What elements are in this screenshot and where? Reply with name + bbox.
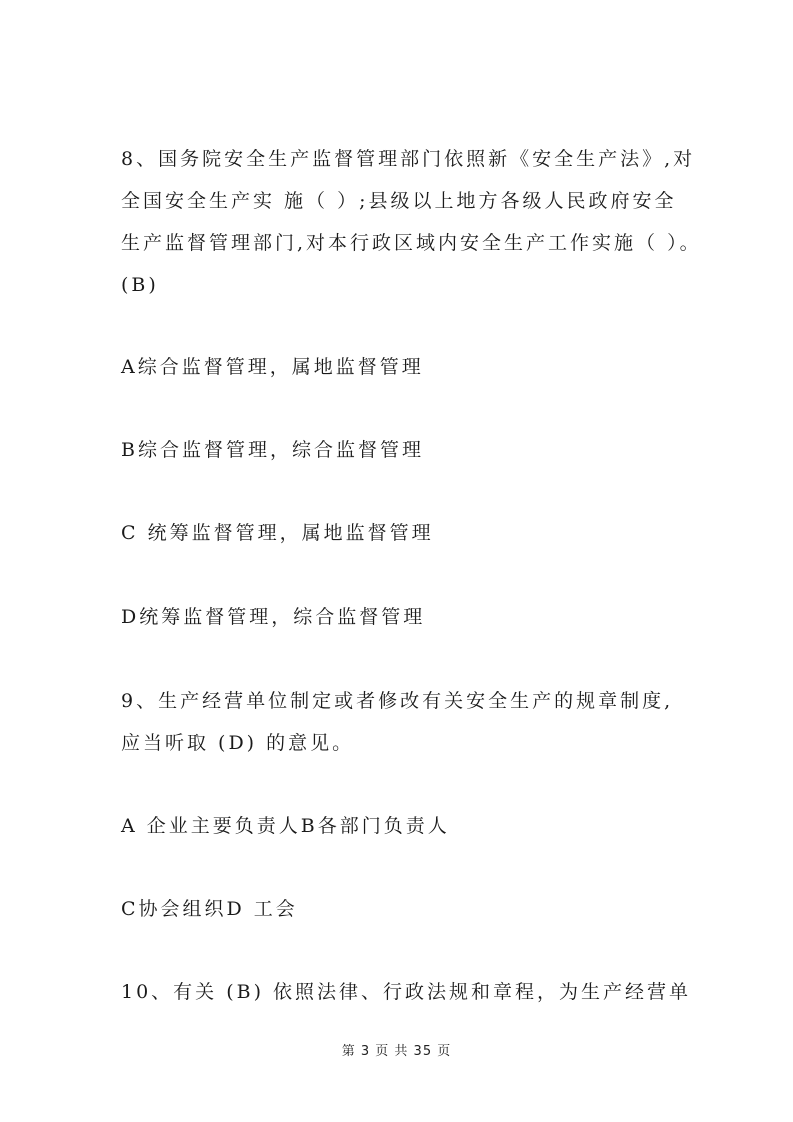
question-8-answer: (B)	[121, 274, 159, 296]
question-8-line-2: 全国安全生产实 施（ ）;县级以上地方各级人民政府安全	[121, 190, 677, 212]
page-number-footer: 第 3 页 共 35 页	[341, 1044, 452, 1059]
question-9-line-1: 9、生产经营单位制定或者修改有关安全生产的规章制度,	[121, 690, 674, 712]
question-8-line-3: 生产监督管理部门,对本行政区域内安全生产工作实施（ ）。	[121, 232, 702, 254]
question-9-option-ab: A 企业主要负责人B各部门负责人	[121, 815, 450, 837]
question-8-option-d: D统筹监督管理，综合监督管理	[121, 606, 426, 628]
question-8-option-b: B综合监督管理，综合监督管理	[121, 439, 424, 461]
question-8-line-1: 8、国务院安全生产监督管理部门依照新《安全生产法》,对	[121, 148, 696, 170]
question-8-option-c: C 统筹监督管理，属地监督管理	[121, 522, 434, 544]
question-10-line-1: 10、有关 (B) 依照法律、行政法规和章程，为生产经营单	[121, 981, 692, 1003]
question-9-line-2: 应当听取 (D) 的意见。	[121, 732, 355, 754]
question-8-option-a: A综合监督管理，属地监督管理	[121, 356, 424, 378]
question-9-option-cd: C协会组织D 工会	[121, 898, 298, 920]
